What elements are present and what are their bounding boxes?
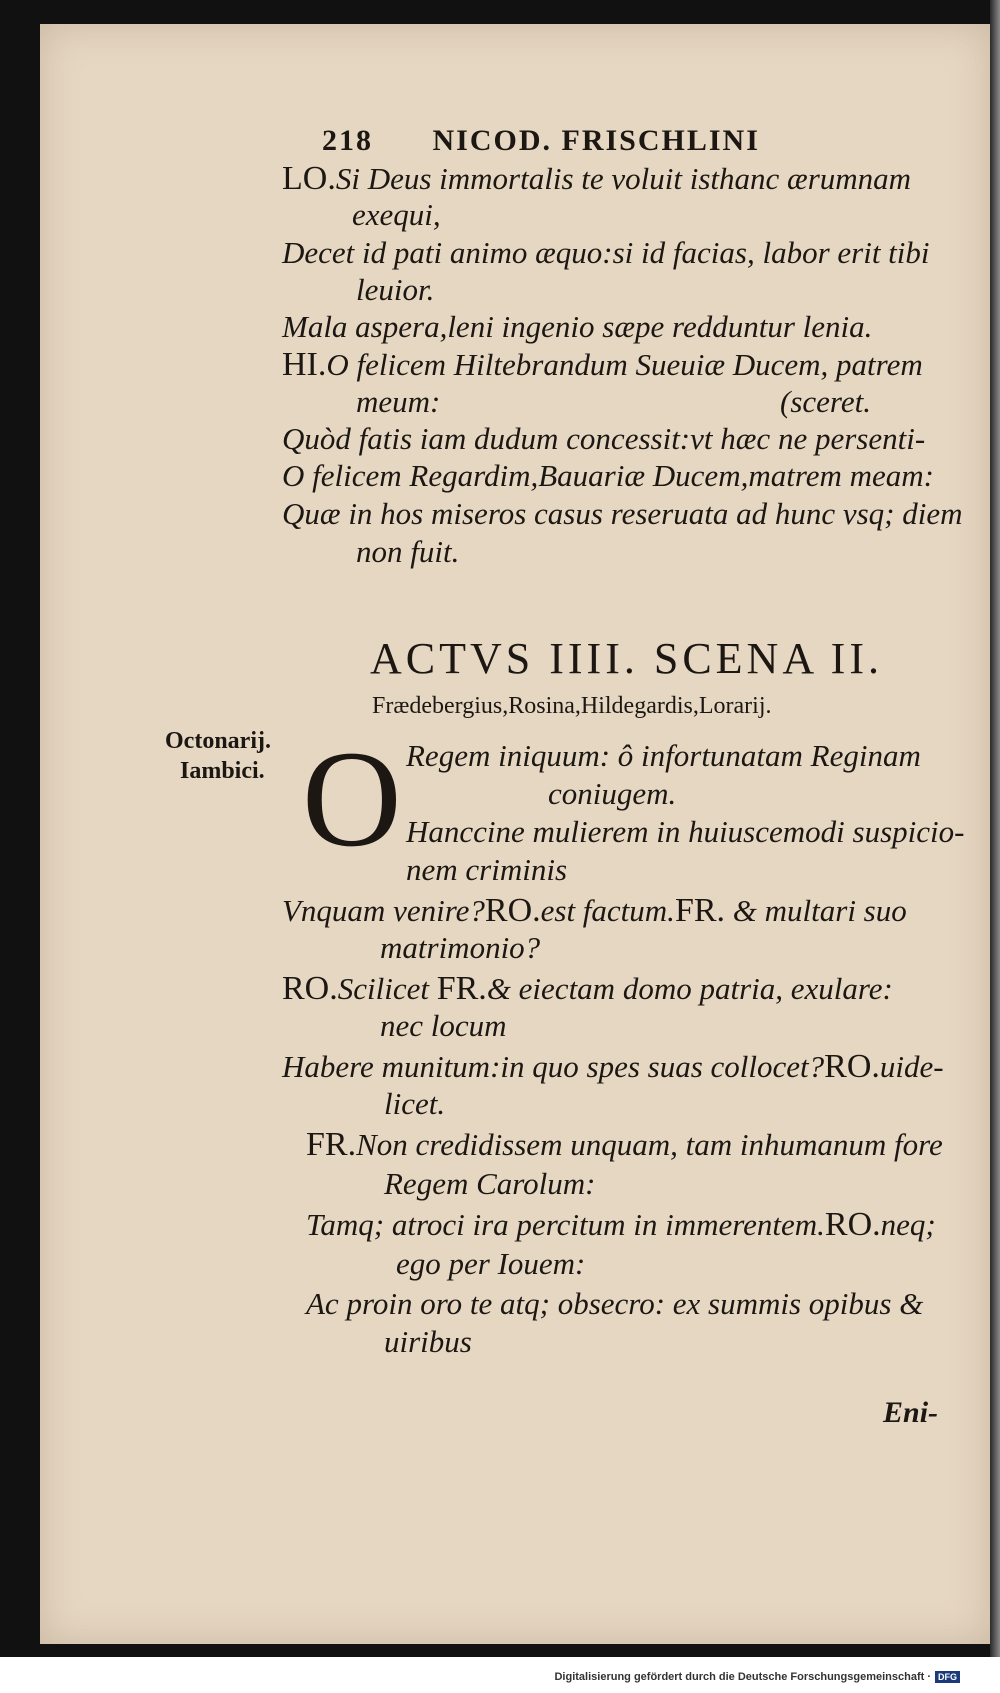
text-line: coniugem. [548,776,677,811]
footer-credit [554,1671,960,1683]
speaker: RO. [824,1206,881,1243]
scene-heading: ACTVS IIII. SCENA II. [370,634,883,683]
footer-bar [0,1657,1000,1693]
text-line: meum: [356,384,441,419]
speaker: RO. [484,892,541,929]
line-text: neq; [880,1207,936,1242]
line-text: O felicem Hiltebrandum Sueuiæ Ducem, patrem [326,347,923,382]
text-line: Mala aspera,leni ingenio sæpe redduntur lenia. [282,309,873,344]
text-line: leuior. [356,272,435,307]
speaker: FR. [436,970,487,1007]
text-line: matrimonio? [380,930,541,965]
text-line [282,1048,944,1086]
text-line [282,160,911,198]
page-number: 218 [322,124,373,157]
text-line: Ac proin oro te atq; obsecro: ex summis opibus & [306,1286,924,1321]
persons-list: Frædebergius,Rosina,Hildegardis,Lorarij. [372,693,772,719]
margin-note: Iambici. [180,758,265,784]
text-line: Quæ in hos miseros casus reseruata ad hunc vsq; diem [282,496,963,531]
speaker: FR. [674,892,726,929]
line-text: & multari suo [732,893,907,928]
text-line [306,1206,936,1244]
text-line: ego per Iouem: [396,1246,586,1281]
book-edge [990,0,1000,1693]
speaker: RO. [282,970,338,1007]
line-text: Si Deus immortalis te voluit isthanc ærumnam [335,161,912,196]
text-line: Quòd fatis iam dudum concessit:vt hæc ne persenti- [282,421,926,456]
speaker: LO. [282,160,336,197]
text-line: (sceret. [780,384,871,419]
text-line [306,1126,943,1164]
line-text: uide- [879,1049,944,1084]
speaker: RO. [824,1048,880,1085]
text-line: exequi, [352,197,441,232]
text-line: non fuit. [356,534,460,569]
speaker: HI. [282,346,327,383]
drop-cap: O [302,722,402,875]
line-text: Non credidissem unquam, tam inhumanum fore [356,1127,943,1162]
line-text: Scilicet [337,971,429,1006]
credit-text: Digitalisierung gefördert durch die Deutsche Forschungsgemeinschaft · [554,1671,931,1683]
line-text: Vnquam venire? [282,893,485,928]
dfg-logo: DFG [935,1671,960,1683]
text-line [282,892,907,930]
text-line: Regem iniquum: ô infortunatam Reginam [406,738,921,773]
text-line: Hanccine mulierem in huiuscemodi suspicio- [406,814,965,849]
line-text: est factum. [540,893,675,928]
line-text: & eiectam domo patria, exulare: [486,971,893,1006]
speaker: FR. [306,1126,357,1163]
text-line: Decet id pati animo æquo:si id facias, labor erit tibi [282,235,930,270]
text-line: O felicem Regardim,Bauariæ Ducem,matrem meam: [282,458,934,493]
text-line: nec locum [380,1008,507,1043]
catchword: Eni- [883,1396,939,1429]
text-line: uiribus [384,1324,472,1359]
running-title: NICOD. FRISCHLINI [432,124,760,157]
text-line [282,346,923,384]
line-text: Tamq; atroci ira percitum in immerentem. [306,1207,825,1242]
text-line [282,970,893,1008]
text-line: nem criminis [406,852,568,887]
line-text: Habere munitum:in quo spes suas collocet? [282,1049,825,1084]
text-line: licet. [384,1086,446,1121]
text-line: Regem Carolum: [384,1166,596,1201]
margin-note: Octonarij. [165,728,271,754]
running-head [322,124,760,158]
